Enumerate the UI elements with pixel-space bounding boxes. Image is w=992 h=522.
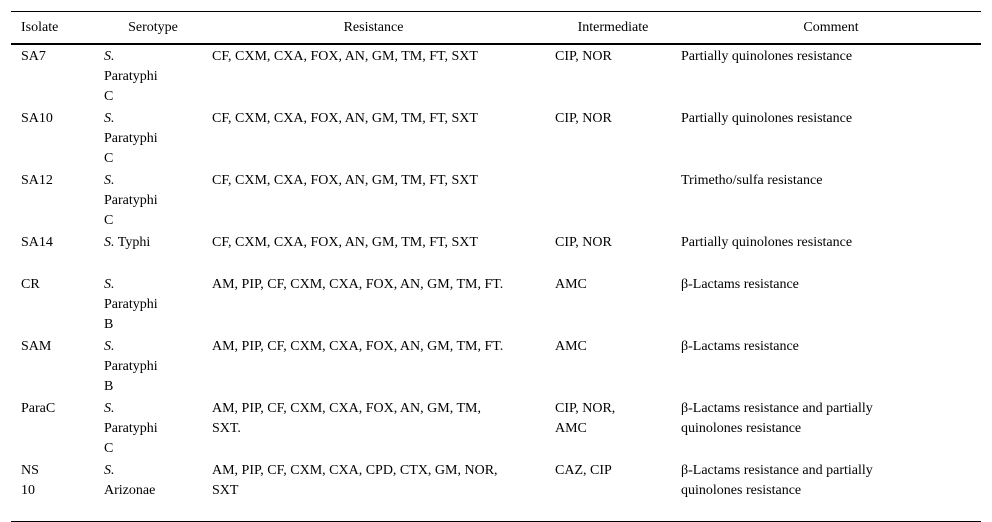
cell-intermediate: CIP, NOR, AMC bbox=[555, 401, 616, 436]
cell-resistance: CF, CXM, CXA, FOX, AN, GM, TM, FT, SXT bbox=[212, 173, 478, 188]
cell-serotype: S. Arizonae bbox=[94, 459, 202, 521]
header-isolate: Isolate bbox=[11, 12, 94, 45]
cell-resistance: AM, PIP, CF, CXM, CXA, FOX, AN, GM, TM, FT. bbox=[212, 277, 504, 292]
cell-isolate: SA14 bbox=[21, 235, 53, 250]
cell-serotype: S. Paratyphi C bbox=[104, 173, 158, 228]
cell-isolate: SA12 bbox=[21, 173, 53, 188]
cell-serotype: S. Paratyphi C bbox=[104, 49, 158, 104]
table-row bbox=[11, 107, 981, 169]
cell-resistance: AM, PIP, CF, CXM, CXA, CPD, CTX, GM, NOR, SXT bbox=[202, 459, 545, 521]
cell-serotype: S. Paratyphi C bbox=[104, 401, 158, 456]
cell-comment: Partially quinolones resistance bbox=[681, 49, 853, 64]
header-resistance: Resistance bbox=[202, 12, 545, 45]
cell-serotype: S. Paratyphi B bbox=[104, 277, 158, 332]
table-row bbox=[11, 397, 981, 459]
cell-serotype: S. Typhi bbox=[104, 235, 151, 250]
cell-resistance: CF, CXM, CXA, FOX, AN, GM, TM, FT, SXT bbox=[212, 235, 478, 250]
cell-intermediate: CIP, NOR bbox=[555, 111, 612, 126]
cell-comment: Trimetho/sulfa resistance bbox=[681, 173, 823, 188]
table-row bbox=[11, 459, 981, 521]
cell-isolate: NS 10 bbox=[11, 459, 94, 521]
table-row bbox=[11, 169, 981, 231]
table-row bbox=[11, 273, 981, 335]
cell-isolate: SA7 bbox=[21, 49, 46, 64]
header-row bbox=[11, 12, 981, 45]
cell-intermediate: AMC bbox=[555, 339, 587, 354]
cell-resistance: AM, PIP, CF, CXM, CXA, FOX, AN, GM, TM, SXT. bbox=[212, 401, 481, 436]
cell-isolate: ParaC bbox=[21, 401, 56, 416]
cell-intermediate: CAZ, CIP bbox=[545, 459, 671, 521]
cell-serotype: S. Paratyphi C bbox=[104, 111, 158, 166]
cell-comment: β-Lactams resistance and partially quinolones resistance bbox=[681, 401, 873, 436]
header-serotype: Serotype bbox=[94, 12, 202, 45]
cell-comment: Partially quinolones resistance bbox=[681, 111, 853, 126]
table-row bbox=[11, 335, 981, 397]
table-row bbox=[11, 231, 981, 273]
cell-isolate: SA10 bbox=[21, 111, 53, 126]
cell-resistance: CF, CXM, CXA, FOX, AN, GM, TM, FT, SXT bbox=[212, 49, 478, 64]
cell-comment: Partially quinolones resistance bbox=[681, 235, 853, 250]
header-comment: Comment bbox=[671, 12, 981, 45]
cell-resistance: CF, CXM, CXA, FOX, AN, GM, TM, FT, SXT bbox=[212, 111, 478, 126]
cell-intermediate: CIP, NOR bbox=[555, 235, 612, 250]
resistance-table bbox=[11, 11, 981, 522]
cell-comment: β-Lactams resistance and partially quinolones resistance bbox=[671, 459, 981, 521]
header-intermediate: Intermediate bbox=[545, 12, 671, 45]
cell-intermediate: AMC bbox=[555, 277, 587, 292]
cell-comment: β-Lactams resistance bbox=[681, 277, 799, 292]
table-row bbox=[11, 44, 981, 107]
cell-intermediate: CIP, NOR bbox=[555, 49, 612, 64]
cell-resistance: AM, PIP, CF, CXM, CXA, FOX, AN, GM, TM, FT. bbox=[212, 339, 504, 354]
cell-comment: β-Lactams resistance bbox=[681, 339, 799, 354]
cell-isolate: CR bbox=[21, 277, 40, 292]
cell-intermediate bbox=[545, 169, 671, 231]
cell-serotype: S. Paratyphi B bbox=[104, 339, 158, 394]
cell-isolate: SAM bbox=[21, 339, 52, 354]
